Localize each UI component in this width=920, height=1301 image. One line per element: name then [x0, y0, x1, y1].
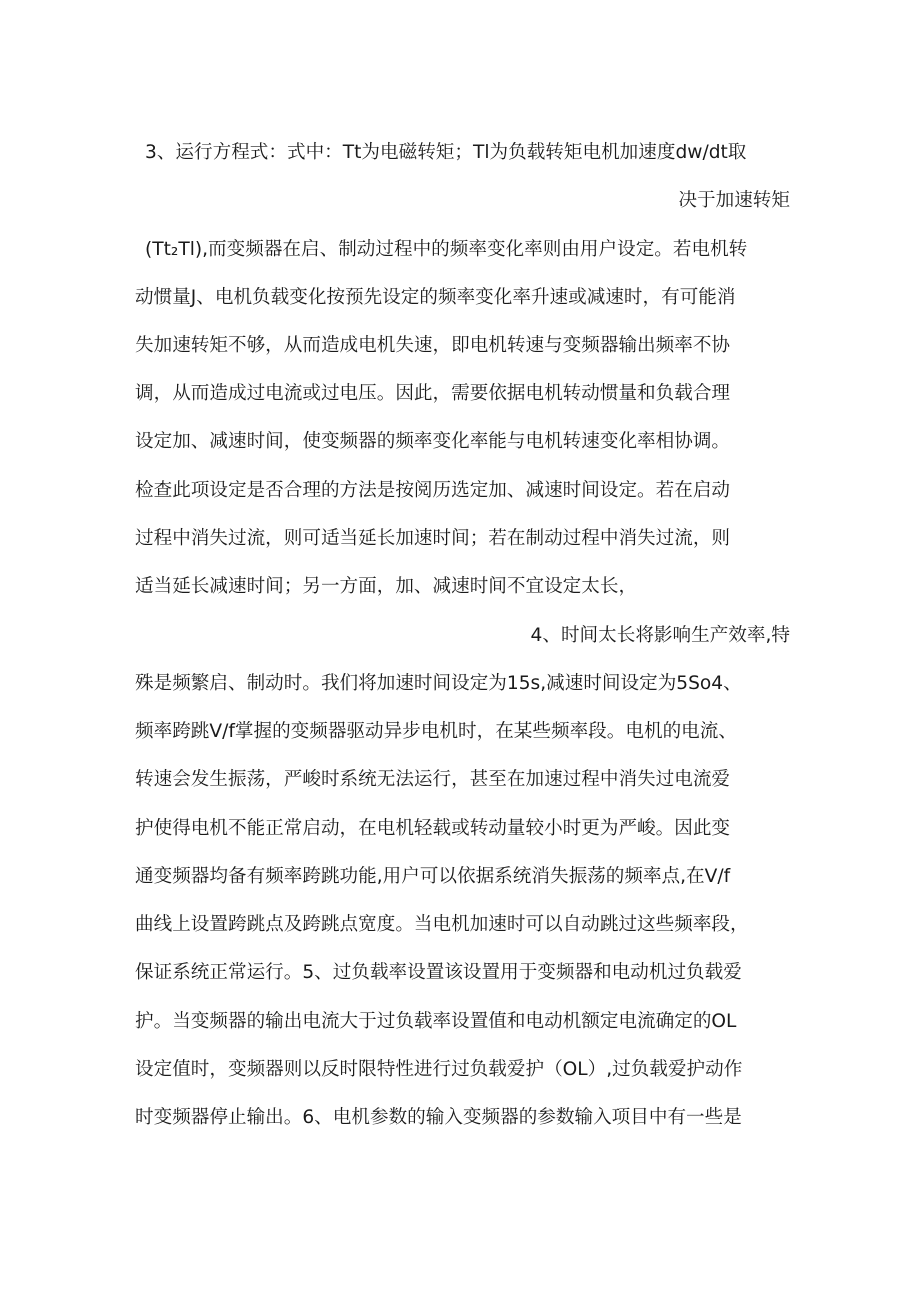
text-line: 检查此项设定是否合理的方法是按阅历选定加、减速时间设定。若在启动: [135, 480, 731, 501]
text-line: 通变频器均备有频率跨跳功能,用户可以依据系统消失振荡的频率点,在V/f: [135, 866, 731, 887]
text-line: 设定值时，变频器则以反时限特性进行过负载爱护（OL）,过负载爱护动作: [135, 1059, 743, 1080]
text-line: 决于加速转矩: [678, 190, 790, 211]
text-line: 转速会发生振荡，严峻时系统无法运行，甚至在加速过程中消失过电流爱: [135, 769, 731, 790]
text-line: 3、运行方程式：式中：Tt为电磁转矩；Tl为负载转矩电机加速度dw/dt取: [145, 142, 747, 163]
text-line: 适当延长减速时间；另一方面，加、减速时间不宜设定太长，: [135, 576, 638, 597]
text-line: 时变频器停止输出。6、电机参数的输入变频器的参数输入项目中有一些是: [135, 1107, 742, 1128]
text-line: 护。当变频器的输出电流大于过负载率设置值和电动机额定电流确定的OL: [135, 1011, 737, 1032]
text-line: 失加速转矩不够，从而造成电机失速，即电机转速与变频器输出频率不协: [135, 335, 731, 356]
text-line: 保证系统正常运行。5、过负载率设置该设置用于变频器和电动机过负载爱: [135, 962, 742, 983]
text-line: 曲线上设置跨跳点及跨跳点宽度。当电机加速时可以自动跳过这些频率段，: [135, 914, 749, 935]
text-line: 动惯量J、电机负载变化按预先设定的频率变化率升速或减速时，有可能消: [135, 287, 736, 308]
text-line: 护使得电机不能正常启动，在电机轻载或转动量较小时更为严峻。因此变: [135, 818, 731, 839]
text-line: 殊是频繁启、制动时。我们将加速时间设定为15s,减速时间设定为5So4、: [135, 673, 742, 694]
text-line: 调，从而造成过电流或过电压。因此，需要依据电机转动惯量和负载合理: [135, 383, 731, 404]
text-line: (Tt₂Tl),而变频器在启、制动过程中的频率变化率则由用户设定。若电机转: [145, 239, 748, 260]
text-line: 设定加、减速时间，使变频器的频率变化率能与电机转速变化率相协调。: [135, 431, 731, 452]
text-line: 4、时间太长将影响生产效率,特: [530, 625, 790, 646]
text-line: 频率跨跳V/f掌握的变频器驱动异步电机时，在某些频率段。电机的电流、: [135, 721, 737, 742]
text-line: 过程中消失过流，则可适当延长加速时间；若在制动过程中消失过流，则: [135, 528, 731, 549]
